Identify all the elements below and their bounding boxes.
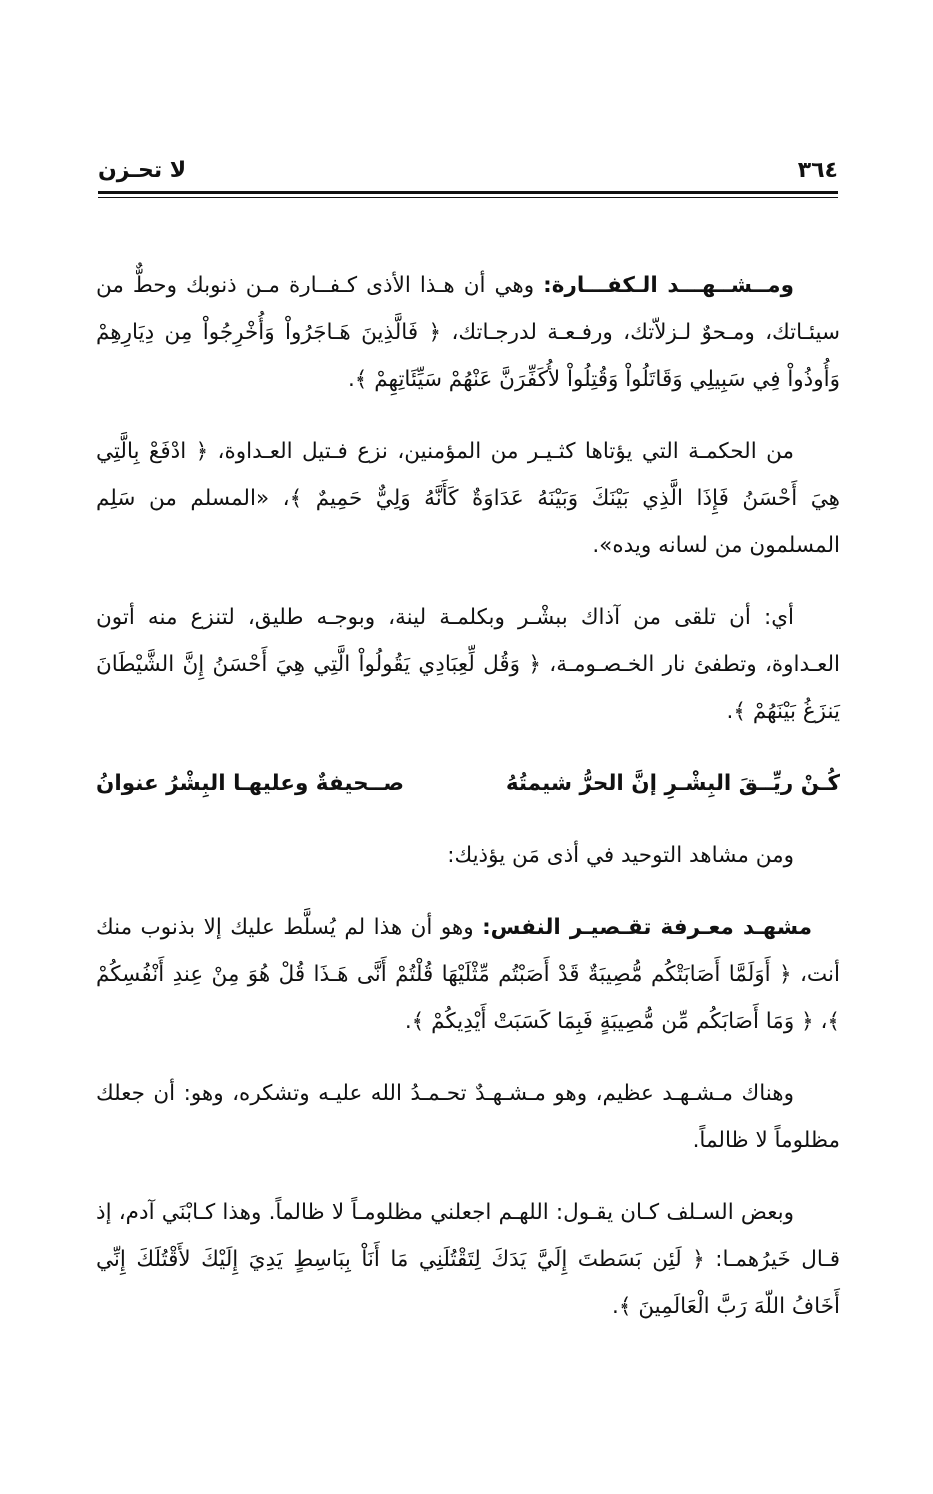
paragraph-salaf [96,1189,840,1330]
paragraph-expiation [96,262,840,403]
poetry-verse [96,760,840,807]
header-rule-thick [98,191,838,194]
page-body [96,262,840,1355]
header-rule-thin [98,197,838,198]
page-header [98,150,838,196]
paragraph-tawhid-intro [96,832,840,879]
paragraph-lead: ومــشــهـــد الـكفـــارة: [543,273,794,298]
paragraph-great-scene [96,1070,840,1164]
paragraph-text: أي: أن تلقى من آذاك ببشْـر وبكلمـة لينة، وبوجـه طليق، لتنزع منه أتون العـداوة، وتطفئ نار الخـصـومـة، ﴿ وَقُل لِّعِبَادِي يَقُولُواْ الَّتِي هِيَ أَحْسَنُ إِنَّ الشَّيْطَانَ يَنزَغُ بَيْنَهُمْ ﴾. [96,605,840,724]
verse-right-hemistich: كُـنْ ريِّــقَ البِشْـرِ إنَّ الحرُّ شيمتُهُ [505,771,840,796]
paragraph-text: من الحكمـة التي يؤتاها كثـيـر من المؤمنين، نزع فـتيل العـداوة، ﴿ ادْفَعْ بِالَّتِي هِيَ أَحْسَنُ فَإِذَا الَّذِي بَيْنَكَ وَبَيْنَهُ عَدَاوَةٌ كَأَنَّهُ وَلِيٌّ حَمِيمٌ ﴾، «المسلم من سَلِم المسلمون من لسانه ويده». [96,439,840,558]
book-title: لا تحـزن [98,158,187,183]
verse-left-hemistich: صــحيفةٌ وعليهـا البِشْرُ عنوانُ [96,771,405,796]
paragraph-text: وهناك مـشـهـد عظيم، وهو مـشـهـدٌ تحـمـدُ الله عليـه وتشكره، وهو: أن جعلك مظلوماً لا ظالماً. [96,1081,840,1153]
paragraph-text: ومن مشاهد التوحيد في أذى مَن يؤذيك: [447,843,794,868]
page-number: ٣٦٤ [797,158,838,183]
paragraph-text: وهو أن هذا لم يُسلَّط عليك إلا بذنوب منك أنت، ﴿ أَوَلَمَّا أَصَابَتْكُم مُّصِيبَةٌ قَدْ أَصَبْتُم مِّثْلَيْهَا قُلْتُمْ أَنَّى هَـذَا قُلْ هُوَ مِنْ عِندِ أَنْفُسِكُمْ ﴾، ﴿ وَمَا أَصَابَكُم مِّن مُّصِيبَةٍ فَبِمَا كَسَبَتْ أَيْدِيكُمْ ﴾. [96,915,840,1034]
paragraph-text: وبعض السـلف كـان يقـول: اللهـم اجعلني مظلومـاً لا ظالماً. وهذا كـابْنَي آدم، إذ قـال خَيرُهمـا: ﴿ لَئِن بَسَطتَ إِلَيَّ يَدَكَ لِتَقْتُلَنِي مَا أَنَاْ بِبَاسِطٍ يَدِيَ إِلَيْكَ لأَقْتُلَكَ إِنِّي أَخَافُ اللّهَ رَبَّ الْعَالَمِينَ ﴾. [96,1200,840,1319]
paragraph-meaning [96,594,840,735]
paragraph-wisdom [96,428,840,569]
paragraph-self-shortcoming [96,904,840,1045]
paragraph-lead: مشهـد معـرفة تقـصيـر النفس: [482,915,813,940]
paragraph-text: وهي أن هـذا الأذى كـفــارة مـن ذنوبك وحطٌّ من سيئـاتك، ومـحوٌ لـزلاّتك، ورفـعـة لدرجـاتك، ﴿ فَالَّذِينَ هَـاجَرُواْ وَأُخْرِجُواْ مِن دِيَارِهِمْ وَأُوذُواْ فِي سَبِيلِي وَقَاتَلُواْ وَقُتِلُواْ لأُكَفِّرَنَّ عَنْهُمْ سَيِّئَاتِهِمْ ﴾. [96,273,840,392]
